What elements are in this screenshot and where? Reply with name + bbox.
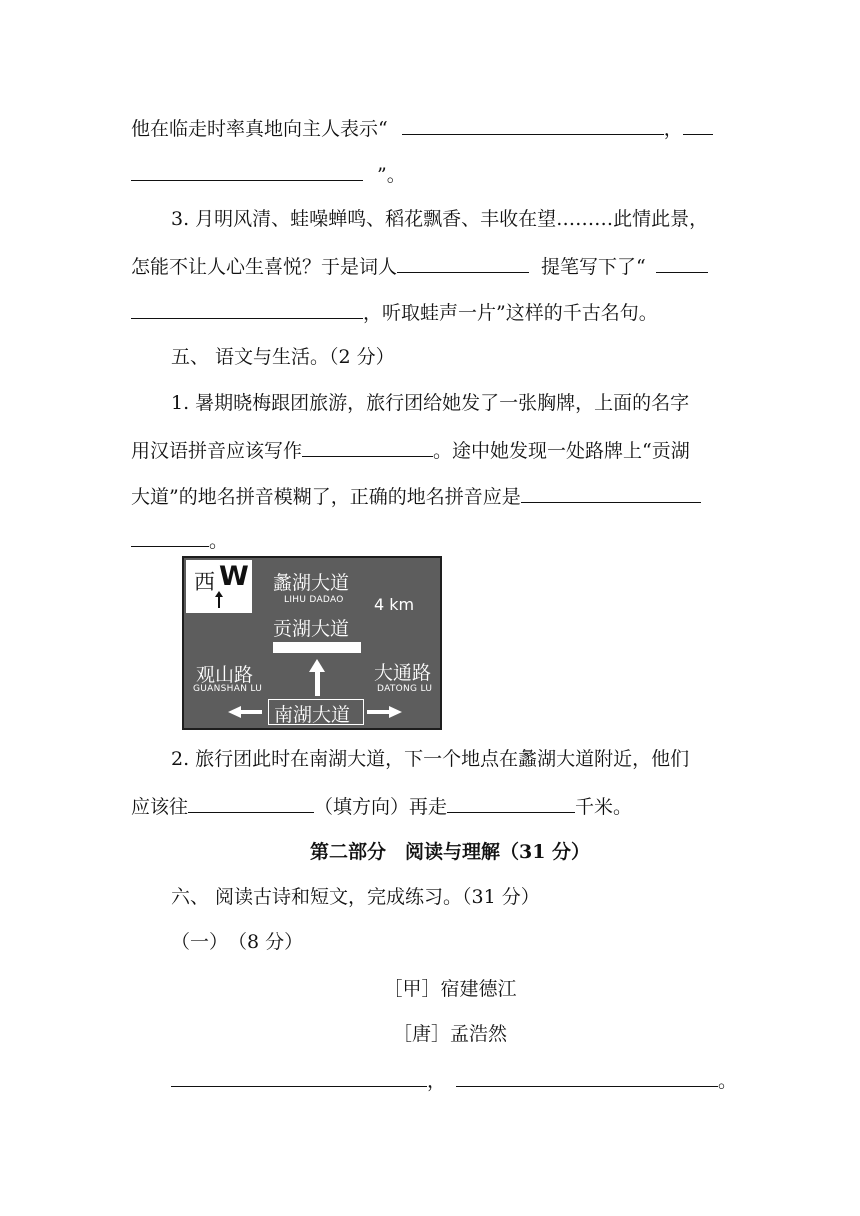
datong-py: DATONG LU <box>377 684 433 694</box>
guanshan-py: GUANSHAN LU <box>193 684 263 694</box>
section5-title <box>171 344 395 370</box>
period: 。 <box>718 1070 738 1092</box>
poem-author-text: ［唐］孟浩然 <box>392 1023 507 1045</box>
question-text: （填方向）再走 <box>314 796 448 818</box>
right-arrow-shaft <box>367 710 389 714</box>
q2-cont-text: 他在临走时率真地向主人表示“ <box>131 118 388 140</box>
section-title: 六、 阅读古诗和短文，完成练习。（31 分） <box>171 886 540 908</box>
distance-label: 4 km <box>374 595 415 614</box>
s5-q1-line2 <box>131 436 690 464</box>
answer-blank[interactable] <box>397 252 529 273</box>
answer-blank[interactable] <box>131 160 363 181</box>
q3-text: 怎能不让人心生喜悦？于是词人 <box>131 256 398 278</box>
answer-blank[interactable] <box>302 436 433 457</box>
answer-blank[interactable] <box>456 1066 718 1087</box>
q3-text: 提笔写下了“ <box>541 256 646 278</box>
section6-title <box>171 884 540 910</box>
poem-title-text: ［甲］宿建德江 <box>383 978 517 1000</box>
q2-cont-line2 <box>131 160 406 188</box>
quote-end: ”。 <box>377 164 406 186</box>
crossroad-bar <box>273 642 361 653</box>
q3-line1 <box>171 206 708 232</box>
direction-box <box>186 560 252 613</box>
q3-text: 3. 月明风清、蛙噪蝉鸣、稻花飘香、丰收在望………此情此景， <box>171 208 709 230</box>
road-sign <box>182 556 442 730</box>
q3-text: ，听取蛙声一片”这样的千古名句。 <box>363 302 658 324</box>
guanshan-cn: 观山路 <box>196 664 254 686</box>
left-arrow-shaft <box>240 710 262 714</box>
poem-line1 <box>171 1066 737 1094</box>
part2-heading <box>20 837 860 864</box>
right-arrow-icon <box>389 706 402 718</box>
answer-blank[interactable] <box>171 1066 427 1087</box>
question-text: 1. 暑期晓梅跟团旅游，旅行团给她发了一张胸牌，上面的名字 <box>171 392 690 414</box>
gonghu-cn: 贡湖大道 <box>273 618 350 640</box>
question-text: 。途中她发现一处路牌上“贡湖 <box>433 440 690 462</box>
answer-blank[interactable] <box>131 298 363 319</box>
period: 。 <box>209 530 229 552</box>
s5-q2-line1 <box>171 746 689 772</box>
subsection-title: （一） （8 分） <box>171 931 304 953</box>
question-text: 大道”的地名拼音模糊了，正确的地名拼音应是 <box>131 486 521 508</box>
west-letter: W <box>219 561 249 592</box>
answer-blank[interactable] <box>402 114 664 135</box>
west-cn: 西 <box>194 570 215 594</box>
north-arrow-shaft <box>218 594 220 608</box>
heading-text: 第二部分 阅读与理解（31 分） <box>309 841 591 863</box>
question-text: 应该往 <box>131 796 189 818</box>
s5-q2-line2 <box>131 792 632 820</box>
poem-author <box>20 1019 860 1046</box>
datong-cn: 大通路 <box>374 662 432 684</box>
section-title: 五、 语文与生活。（2 分） <box>171 346 395 368</box>
section6-sub1 <box>171 929 303 955</box>
nanhu-cn: 南湖大道 <box>274 704 351 726</box>
lihu-cn: 蠡湖大道 <box>273 572 350 594</box>
question-text: 用汉语拼音应该写作 <box>131 440 303 462</box>
answer-blank[interactable] <box>131 526 209 547</box>
answer-blank[interactable] <box>188 792 314 813</box>
s5-q1-line4 <box>131 526 228 554</box>
question-text: 2. 旅行团此时在南湖大道，下一个地点在蠡湖大道附近，他们 <box>171 748 690 770</box>
q2-cont-line1 <box>131 114 713 142</box>
comma: ， <box>663 118 683 140</box>
answer-blank[interactable] <box>683 114 713 135</box>
question-text: 千米。 <box>575 796 633 818</box>
s5-q1-line1 <box>171 390 689 416</box>
answer-blank[interactable] <box>521 482 701 503</box>
answer-blank[interactable] <box>447 792 575 813</box>
comma: ， <box>427 1070 447 1092</box>
q3-line3 <box>131 298 658 326</box>
s5-q1-line3 <box>131 482 701 510</box>
lihu-py: LIHU DADAO <box>284 595 344 605</box>
up-arrow-shaft <box>315 671 320 696</box>
answer-blank[interactable] <box>656 252 708 273</box>
q3-line2 <box>131 252 708 280</box>
poem-title <box>20 974 860 1001</box>
